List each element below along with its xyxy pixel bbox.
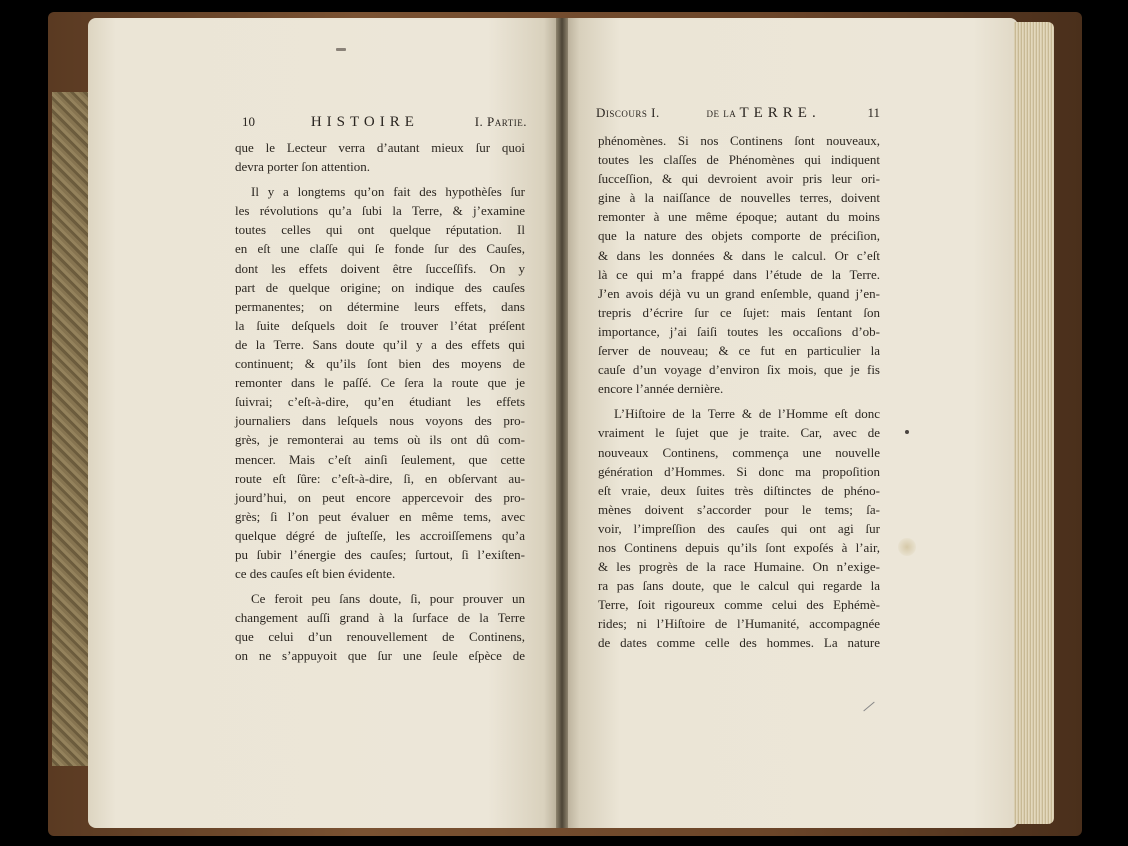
ink-mark [336, 48, 346, 51]
text-line: ſerver de nouveau; & ce fut en particulier la [598, 343, 880, 359]
text-line: jourd’hui, on peut encore appercevoir des pro- [235, 489, 525, 505]
book-gutter [556, 18, 568, 828]
page-edges-right [1014, 22, 1054, 824]
text-line: cauſe d’un voyage d’environ ſix mois, que je fis [598, 362, 880, 378]
text-line: route eſt ſûre: c’eſt-à-dire, ſi, en obſervant au- [235, 470, 525, 486]
text-line: génération d’Hommes. Si donc ma propoſition [598, 463, 880, 479]
text-line: là ce qui m’a frappé dans l’étude de la Terre. [598, 266, 880, 282]
text-line: grès; ſi l’on peut évaluer en même tems, avec [235, 508, 525, 524]
text-line: vraiment le ſujet que je traite. Car, avec de [598, 425, 880, 441]
text-line: phénomènes. Si nos Continens ſont nouveaux, [598, 133, 880, 148]
right-page-body [598, 131, 880, 653]
text-line: permanentes; on détermine leurs effets, dans [235, 298, 525, 314]
text-line: quelque dégré de juſteſſe, les accroiſſemens qu’a [235, 527, 525, 543]
text-line: voir, l’impreſſion des cauſes qui ont agi ſur [598, 520, 880, 536]
text-line: & dans les données & dans le calcul. Or c’eſt [598, 247, 880, 263]
left-running-head [242, 114, 527, 136]
text-line: & les progrès de la race Humaine. On n’exige- [598, 559, 880, 575]
text-line: Terre, ſoit rigoureux comme celui des Ephémè- [598, 597, 880, 613]
right-running-title-pre: de la [706, 105, 737, 120]
text-line: les révolutions qu’a ſubi la Terre, & j’examine [235, 203, 525, 219]
ink-dot [905, 430, 909, 434]
text-line: que la nature des objets comporte de préciſion, [598, 228, 880, 244]
left-page-body [235, 138, 525, 666]
text-line: que celui d’un renouvellement de Continens, [235, 629, 525, 645]
text-line: nouveaux Continens, commença une nouvelle [598, 444, 880, 460]
text-line: remonter dans le paſſé. Ce ſera la route que je [235, 375, 525, 391]
text-line: journaliers dans leſquels nous voyons des pro- [235, 413, 525, 429]
text-line: importance, j’ai ſaiſi toutes les occaſions d’ob- [598, 323, 880, 339]
right-page-number: 11 [867, 105, 880, 120]
text-line: encore l’année dernière. [598, 381, 724, 397]
text-line: toutes celles qui ont quelque réputation. Il [235, 222, 525, 238]
text-line: ce des cauſes eſt bien évidente. [235, 566, 396, 582]
text-line: de la Terre. Sans doute qu’il y a des effets qui [235, 336, 525, 352]
text-line: continuent; & qu’ils ſont bien des moyens de [235, 356, 525, 372]
text-line: en eſt une claſſe qui ſe fonde ſur des Cauſes, [235, 241, 525, 257]
left-section-label: I. Partie. [474, 114, 527, 129]
text-line: remonter à une même époque; autant du moins [598, 209, 880, 225]
marbled-board-left [52, 92, 90, 766]
text-line: nos Continens depuis qu’ils ſont expoſés à l’air, [598, 539, 880, 555]
paper-stain [898, 538, 916, 556]
text-line: toutes les claſſes de Phénomènes qui indiquent [598, 152, 880, 168]
text-line: Ce feroit peu ſans doute, ſi, pour prouver un [251, 591, 525, 607]
left-running-title: HISTOIRE [310, 114, 419, 130]
right-running-head [596, 105, 880, 127]
text-line: de dates comme celle des hommes. La nature [598, 635, 880, 651]
text-line: rides; ni l’Hiſtoire de l’Humanité, accompagnée [598, 616, 880, 632]
text-line: ſuivrai; c’eſt-à-dire, qu’en étudiant les effets [235, 394, 525, 410]
text-line: L’Hiſtoire de la Terre & de l’Homme eſt donc [614, 406, 880, 422]
text-line: devra porter ſon attention. [235, 159, 371, 175]
text-line: J’en avois déjà vu un grand enſemble, quand j’en- [598, 285, 880, 301]
right-running-title: TERRE. [739, 105, 821, 121]
text-line: la ſuite deſquels doit ſe trouver l’état préſent [235, 317, 525, 333]
left-page-number: 10 [242, 114, 255, 129]
text-line: mencer. Mais c’eſt ainſi ſeulement, que cette [235, 451, 525, 467]
text-line: changement auſſi grand à la ſurface de la Terre [235, 610, 525, 626]
text-line: que le Lecteur verra d’autant mieux ſur quoi [235, 140, 525, 155]
right-running-left: Discours I. [596, 105, 660, 120]
text-line: grès, je remonterai au tems où ils ont dû com- [235, 432, 525, 448]
text-line: trepris d’écrire ſur ce ſujet: mais ſentant ſon [598, 304, 880, 320]
text-line: ſucceſſion, & qui devroient avoir pris leur ori- [598, 171, 880, 187]
text-line: ra pas ſans doute, que le calcul qui regarde la [598, 578, 880, 594]
text-line: gine à la naiſſance de nouvelles terres, doivent [598, 190, 880, 206]
text-line: pu ſubir l’énergie des cauſes; ſurtout, ſi l’exiſten- [235, 546, 525, 562]
text-line: Il y a longtems qu’on fait des hypothèſes ſur [251, 184, 525, 200]
text-line: dont les effets doivent être ſucceſſifs. On y [235, 260, 525, 276]
text-line: mènes doivent s’accorder pour le tems; ſa- [598, 501, 880, 517]
text-line: part de quelque origine; on indique des cauſes [235, 279, 525, 295]
text-line: eſt vraie, deux ſuites très diſtinctes de phéno- [598, 482, 880, 498]
text-line: on ne s’appuyoit que ſur une ſeule eſpèce de [235, 648, 525, 664]
